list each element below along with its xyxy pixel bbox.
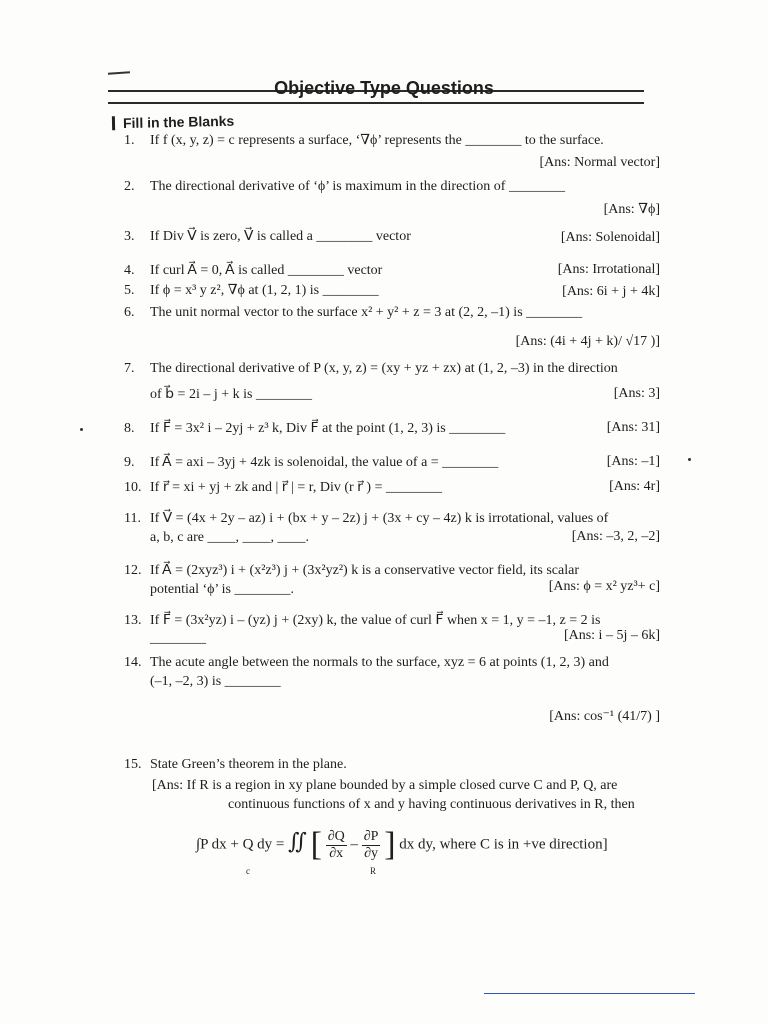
answer-5: [Ans: 6i + j + 4k] <box>562 284 660 299</box>
page-title: Objective Type Questions <box>274 78 494 98</box>
question-number: 4. <box>124 263 135 278</box>
question-11-continued: a, b, c are ____, ____, ____. <box>150 530 310 545</box>
question-12-continued: potential ‘ϕ’ is ________. <box>150 582 294 597</box>
question-text: If F⃗ = (3x²yz) i – (yz) j + (2xy) k, the value of curl F⃗ when x = 1, y = –1, z = 2 is <box>150 613 601 628</box>
line-integral: ∫P dx + Q dy = <box>196 836 285 853</box>
scan-speck <box>688 458 691 461</box>
left-bracket: [ <box>310 826 322 863</box>
answer-7: [Ans: 3] <box>613 386 660 401</box>
fraction-dq-dx <box>326 829 347 862</box>
answer-13: [Ans: i – 5j – 6k] <box>563 628 660 643</box>
section-heading-text: Fill in the Blanks <box>122 112 235 132</box>
question-text: If Div V⃗ is zero, V⃗ is called a ________ vector <box>150 229 411 244</box>
question-1 <box>124 132 664 150</box>
question-15 <box>124 756 664 774</box>
question-number: 3. <box>124 229 135 244</box>
question-text: The directional derivative of P (x, y, z) = (xy + yz + zx) at (1, 2, –3) in the direction <box>150 361 618 376</box>
scan-speck <box>80 428 83 431</box>
question-9 <box>124 454 664 472</box>
question-8 <box>124 420 664 438</box>
double-integral-symbol: ∬ <box>288 828 307 854</box>
question-number: 2. <box>124 179 135 194</box>
question-12 <box>124 562 664 580</box>
question-10 <box>124 479 664 497</box>
corner-mark <box>108 71 130 75</box>
subscript-r: R <box>370 866 377 876</box>
question-text: If V⃗ = (4x + 2y – az) i + (bx + y – 2z) j + (3x + cy – 4z) k is irrotational, values of <box>150 511 609 526</box>
greens-theorem-formula <box>196 826 608 864</box>
answer-4: [Ans: Irrotational] <box>557 262 660 277</box>
subscript-c: c <box>246 866 250 876</box>
question-number: 12. <box>124 563 142 578</box>
numerator: ∂P <box>363 828 379 844</box>
question-7-continued: of b⃗ = 2i – j + k is ________ <box>150 387 312 402</box>
question-text: If F⃗ = 3x² i – 2yj + z³ k, Div F⃗ at the point (1, 2, 3) is ________ <box>150 421 506 436</box>
answer-1: [Ans: Normal vector] <box>539 155 660 170</box>
numerator: ∂Q <box>327 828 345 844</box>
question-2 <box>124 178 664 196</box>
question-number: 7. <box>124 361 135 376</box>
denominator: ∂y <box>364 845 379 861</box>
question-text: The acute angle between the normals to the surface, xyz = 6 at points (1, 2, 3) and <box>150 655 609 670</box>
section-bar <box>112 116 115 130</box>
answer-15-line-1: [Ans: If R is a region in xy plane bounded by a simple closed curve C and P, Q, are <box>152 778 618 793</box>
question-number: 9. <box>124 455 135 470</box>
right-bracket: ] <box>384 826 396 863</box>
title-rule-bottom <box>108 102 644 104</box>
question-text: If ϕ = x³ y z², ∇ϕ at (1, 2, 1) is ________ <box>150 283 379 298</box>
question-11 <box>124 510 664 528</box>
answer-6: [Ans: (4i + 4j + k)/ √17 )] <box>515 334 660 349</box>
question-number: 1. <box>124 133 135 148</box>
question-number: 5. <box>124 283 135 298</box>
question-text: If A⃗ = axi – 3yj + 4zk is solenoidal, the value of a = ________ <box>150 455 499 470</box>
question-number: 6. <box>124 305 135 320</box>
question-text: If A⃗ = (2xyz³) i + (x²z³) j + (3x²yz²) k is a conservative vector field, its scalar <box>150 563 579 578</box>
denominator: ∂x <box>329 845 344 861</box>
question-number: 11. <box>124 511 141 526</box>
formula-tail: dx dy, where C is in +ve direction] <box>399 836 608 853</box>
answer-10: [Ans: 4r] <box>609 479 660 494</box>
question-7 <box>124 360 664 378</box>
question-number: 15. <box>124 757 142 772</box>
answer-12: [Ans: ϕ = x² yz³+ c] <box>548 579 660 594</box>
question-text: The unit normal vector to the surface x² + y² + z = 3 at (2, 2, –1) is ________ <box>150 305 583 320</box>
question-14 <box>124 654 664 672</box>
answer-14: [Ans: cos⁻¹ (41/7) ] <box>549 709 660 724</box>
section-heading <box>112 113 235 132</box>
answer-8: [Ans: 31] <box>606 420 660 435</box>
question-number: 13. <box>124 613 142 628</box>
question-6 <box>124 304 664 322</box>
question-text: If f (x, y, z) = c represents a surface, ‘∇ϕ’ represents the ________ to the surface. <box>150 133 604 148</box>
question-14-continued: (–1, –2, 3) is ________ <box>150 674 281 689</box>
answer-2: [Ans: ∇ϕ] <box>603 202 660 217</box>
page-footer-line <box>484 993 695 994</box>
answer-15-line-2: continuous functions of x and y having continuous derivatives in R, then <box>228 797 635 812</box>
question-text: If curl A⃗ = 0, A⃗ is called ________ vector <box>150 263 383 278</box>
answer-11: [Ans: –3, 2, –2] <box>571 529 660 544</box>
question-number: 14. <box>124 655 142 670</box>
question-text: If r⃗ = xi + yj + zk and | r⃗ | = r, Div (r r⃗ ) = ________ <box>150 480 442 495</box>
question-text: The directional derivative of ‘ϕ’ is maximum in the direction of ________ <box>150 179 565 194</box>
answer-9: [Ans: –1] <box>606 454 660 469</box>
answer-3: [Ans: Solenoidal] <box>560 230 660 245</box>
minus-sign: – <box>350 836 358 853</box>
question-number: 8. <box>124 421 135 436</box>
fraction-dp-dy <box>362 829 381 862</box>
question-number: 10. <box>124 480 142 495</box>
question-13-continued: ________ <box>150 631 206 646</box>
question-text: State Green’s theorem in the plane. <box>150 757 347 772</box>
